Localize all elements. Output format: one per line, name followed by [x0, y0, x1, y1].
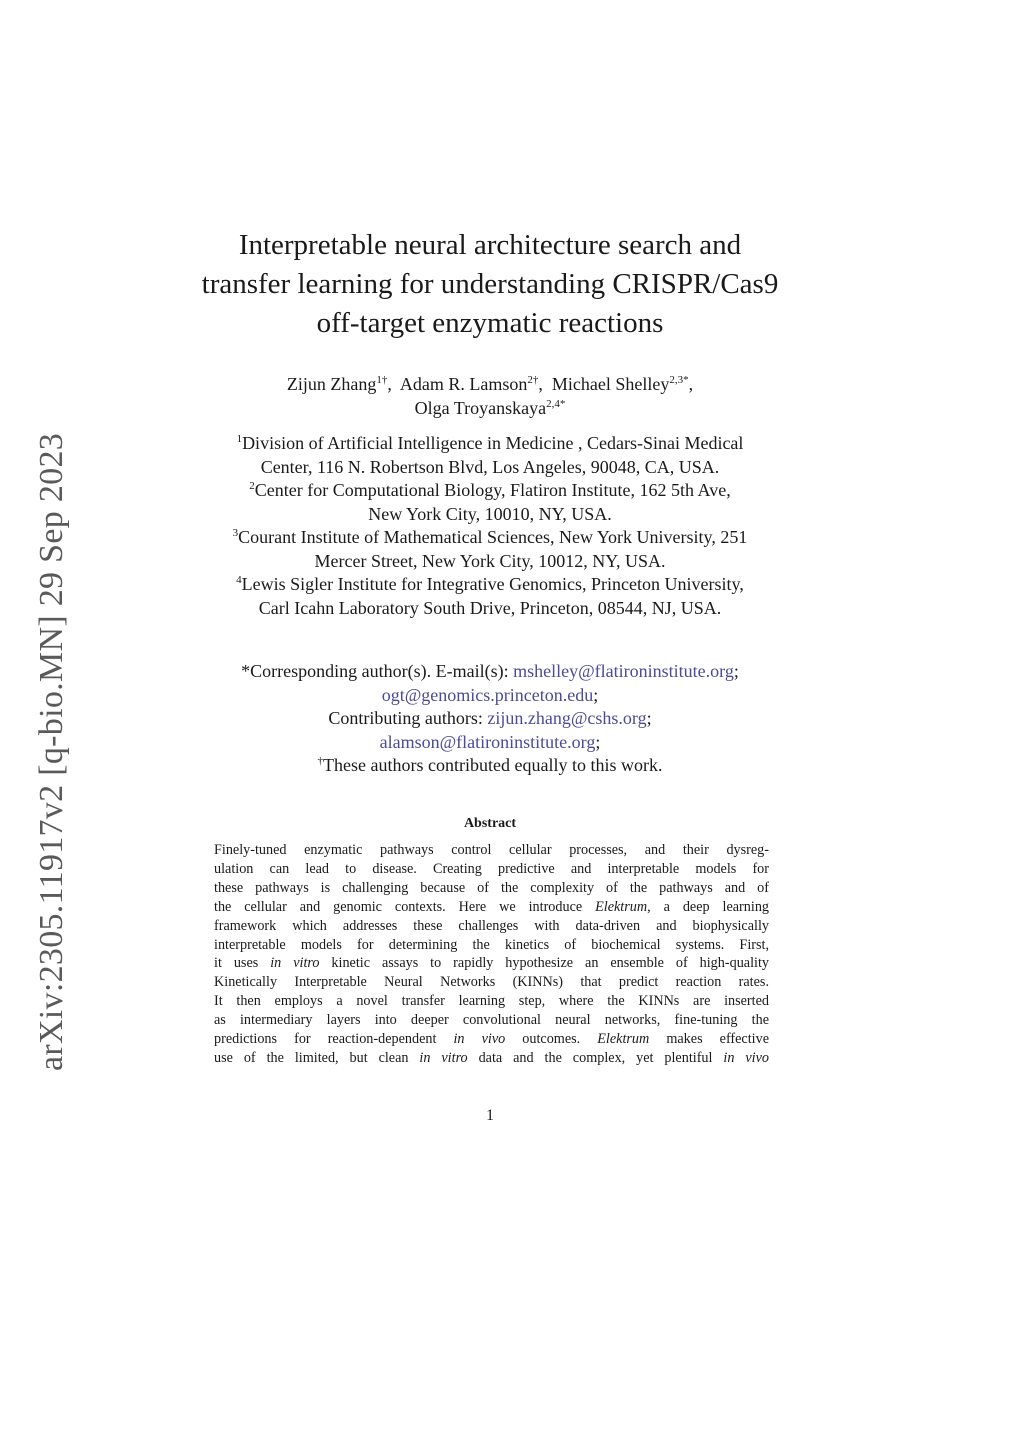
separator: ;	[733, 661, 739, 681]
affil-text: Center for Computational Biology, Flatiron Institute, 162 5th Ave,	[254, 480, 731, 500]
affil-mark: 4	[236, 574, 242, 586]
affil-mark: 1	[236, 433, 243, 445]
affil-text: Lewis Sigler Institute for Integrative Genomics, Princeton University,	[241, 574, 744, 594]
email-link[interactable]: mshelley@flatironinstitute.org	[513, 661, 734, 681]
abstract-line: predictions for reaction-dependent in vivo outcomes. Elektrum makes effective	[214, 1031, 769, 1048]
italic-term: Elektrum	[595, 898, 648, 915]
arxiv-identifier-stamp	[0, 0, 100, 1448]
email-link[interactable]: alamson@flatironinstitute.org	[379, 731, 596, 752]
affil-text: Courant Institute of Mathematical Sciences, New York University, 251	[238, 527, 748, 547]
title-line: transfer learning for understanding CRISPR/Cas9	[201, 268, 779, 300]
abstract-line: the cellular and genomic contexts. Here we introduce Elektrum, a deep learning	[214, 898, 769, 915]
separator: ;	[646, 708, 652, 728]
author-name: Olga Troyanskaya	[414, 398, 547, 418]
corresponding-label: *Corresponding author(s). E-mail(s):	[241, 661, 514, 681]
affil-text: Carl Icahn Laboratory South Drive, Princeton, 08544, NJ, USA.	[258, 597, 722, 618]
author-affil-mark: 1†	[376, 374, 388, 386]
separator: ;	[595, 731, 601, 752]
title-line: Interpretable neural architecture search and	[238, 229, 742, 261]
abstract-line: these pathways is challenging because of the complexity of the pathways and of	[214, 879, 769, 896]
abstract-line: interpretable models for determining the kinetics of biochemical systems. First,	[214, 936, 769, 953]
italic-term: Elektrum	[597, 1031, 650, 1048]
separator: ;	[593, 684, 599, 705]
arxiv-identifier-text: arXiv:2305.11917v2 [q-bio.MN] 29 Sep 2023	[33, 432, 70, 1072]
italic-term: in vitro	[270, 955, 320, 972]
correspondence-block	[190, 660, 790, 778]
affil-mark: 2	[249, 480, 255, 492]
author-affil-mark: 2,3*	[669, 374, 689, 386]
affiliation-list	[190, 432, 790, 620]
italic-term: in vitro	[419, 1049, 468, 1066]
abstract-line: ulation can lead to disease. Creating predictive and interpretable models for	[214, 860, 769, 877]
abstract-line: Finely-tuned enzymatic pathways control cellular processes, and their dysreg-	[214, 842, 769, 858]
equal-contribution-note: These authors contributed equally to this work.	[323, 755, 663, 775]
author-list: Zijun Zhang$^{1\dagger}$, Adam R. Lamson$^{2\dagger}$, Michael Shelley$^{2,3*}$, Olga Troyanskaya$^{2,4*}$	[286, 374, 694, 418]
abstract-line: Kinetically Interpretable Neural Networks (KINNs) that predict reaction rates.	[214, 974, 769, 991]
paper-title	[190, 226, 790, 343]
abstract-heading: Abstract	[463, 816, 517, 831]
affil-text: Center, 116 N. Robertson Blvd, Los Angeles, 90048, CA, USA.	[260, 456, 720, 477]
affil-text: Division of Artificial Intelligence in Medicine , Cedars-Sinai Medical	[242, 433, 744, 453]
contributing-label: Contributing authors:	[328, 708, 488, 728]
abstract-line: It then employs a novel transfer learning step, where the KINNs are inserted	[214, 993, 769, 1010]
italic-term: in vivo	[453, 1031, 506, 1048]
abstract-line: framework which addresses these challenges with data-driven and biophysically	[214, 917, 769, 934]
title-line: off-target enzymatic reactions	[316, 307, 664, 339]
email-link[interactable]: ogt@genomics.princeton.edu	[381, 684, 594, 705]
page-number: 1	[486, 1107, 494, 1124]
author-name: Zijun Zhang	[286, 374, 377, 394]
abstract-line: it uses in vitro kinetic assays to rapidly hypothesize an ensemble of high-quality	[214, 955, 769, 972]
abstract-body	[214, 841, 769, 1068]
author-name: Michael Shelley	[551, 374, 670, 394]
author-affil-mark: 2,4*	[546, 398, 566, 410]
author-name: Adam R. Lamson	[399, 374, 528, 394]
italic-term: in vivo	[723, 1049, 769, 1066]
abstract-line: as intermediary layers into deeper convolutional neural networks, fine-tuning the	[214, 1012, 769, 1029]
affil-text: New York City, 10010, NY, USA.	[368, 503, 612, 524]
abstract-line: use of the limited, but clean in vitro data and the complex, yet plentiful in vivo	[214, 1049, 769, 1066]
dagger-mark: †	[317, 755, 324, 767]
affil-text: Mercer Street, New York City, 10012, NY, USA.	[314, 550, 666, 571]
author-affil-mark: 2†	[527, 374, 539, 386]
affil-mark: 3	[232, 527, 239, 539]
email-link[interactable]: zijun.zhang@cshs.org	[487, 708, 647, 728]
